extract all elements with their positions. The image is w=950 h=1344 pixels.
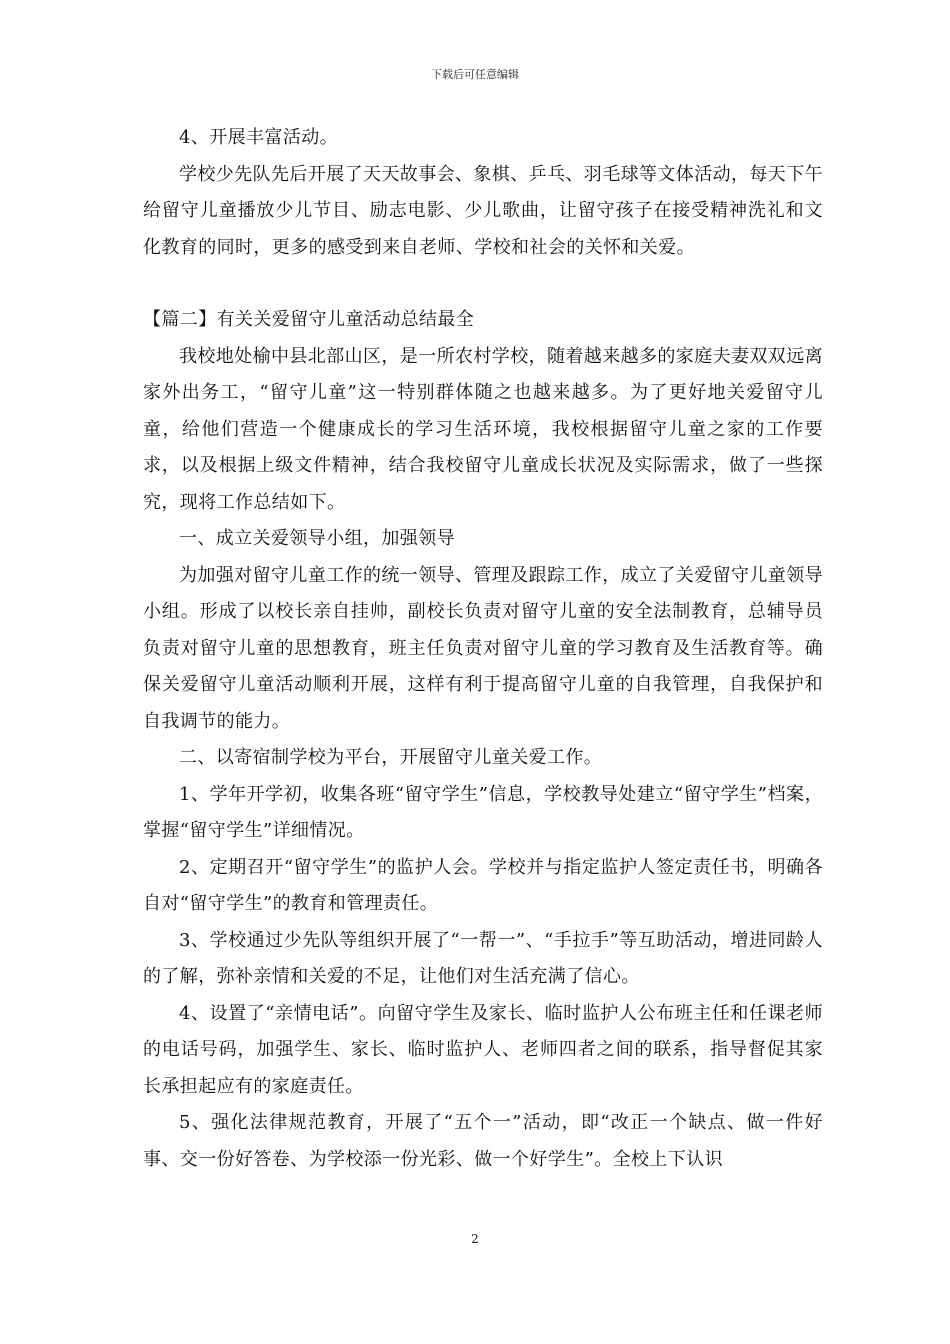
body-paragraph: 我校地处榆中县北部山区，是一所农村学校，随着越来越多的家庭夫妻双双远离家外出务工，“留守儿童”这一特别群体随之也越来越多。为了更好地关爱留守儿童，给他们营造一个健康成长的学习生活环境，我校根据留守儿童之家的工作要求，以及根据上级文件精神，结合我校留守儿童成长状况及实际需求，做了一些探究，现将工作总结如下。 [143, 345, 823, 513]
item-heading-4: 4、开展丰富活动。 [179, 127, 339, 148]
list-item: 3、学校通过少先队等组织开展了“一帮一”、“手拉手”等互助活动，增进同龄人的了解，弥补亲情和关爱的不足，让他们对生活充满了信心。 [143, 929, 823, 987]
document-body [143, 120, 823, 1178]
body-paragraph: 为加强对留守儿童工作的统一领导、管理及跟踪工作，成立了关爱留守儿童领导小组。形成了以校长亲自挂帅，副校长负责对留守儿童的安全法制教育，总辅导员负责对留守儿童的思想教育，班主任负责对留守儿童的学习教育及生活教育等。确保关爱留守儿童活动顺利开展，这样有利于提高留守儿童的自我管理，自我保护和自我调节的能力。 [143, 564, 823, 732]
section-title: 【篇二】有关关爱留守儿童活动总结最全 [143, 309, 475, 330]
list-item: 1、学年开学初，收集各班“留守学生”信息，学校教导处建立“留守学生”档案，掌握“留守学生”详细情况。 [143, 783, 823, 841]
page-number: 2 [471, 1232, 479, 1246]
body-paragraph: 学校少先队先后开展了天天故事会、象棋、乒乓、羽毛球等文体活动，每天下午给留守儿童播放少儿节目、励志电影、少儿歌曲，让留守孩子在接受精神洗礼和文化教育的同时，更多的感受到来自老师、学校和社会的关怀和关爱。 [143, 163, 823, 258]
page-header: 下载后可任意编辑 [431, 68, 519, 81]
list-item: 5、强化法律规范教育，开展了“五个一”活动，即“改正一个缺点、做一件好事、交一份好答卷、为学校添一份光彩、做一个好学生”。全校上下认识 [143, 1112, 823, 1170]
section-heading: 二、以寄宿制学校为平台，开展留守儿童关爱工作。 [179, 747, 603, 768]
paragraph-gap [143, 266, 823, 302]
list-item: 2、定期召开“留守学生”的监护人会。学校并与指定监护人签定责任书，明确各自对“留守学生”的教育和管理责任。 [143, 856, 823, 914]
list-item: 4、设置了“亲情电话”。向留守学生及家长、临时监护人公布班主任和任课老师的电话号码，加强学生、家长、临时监护人、老师四者之间的联系，指导督促其家长承担起应有的家庭责任。 [143, 1002, 823, 1097]
section-heading: 一、成立关爱领导小组，加强领导 [179, 528, 455, 549]
